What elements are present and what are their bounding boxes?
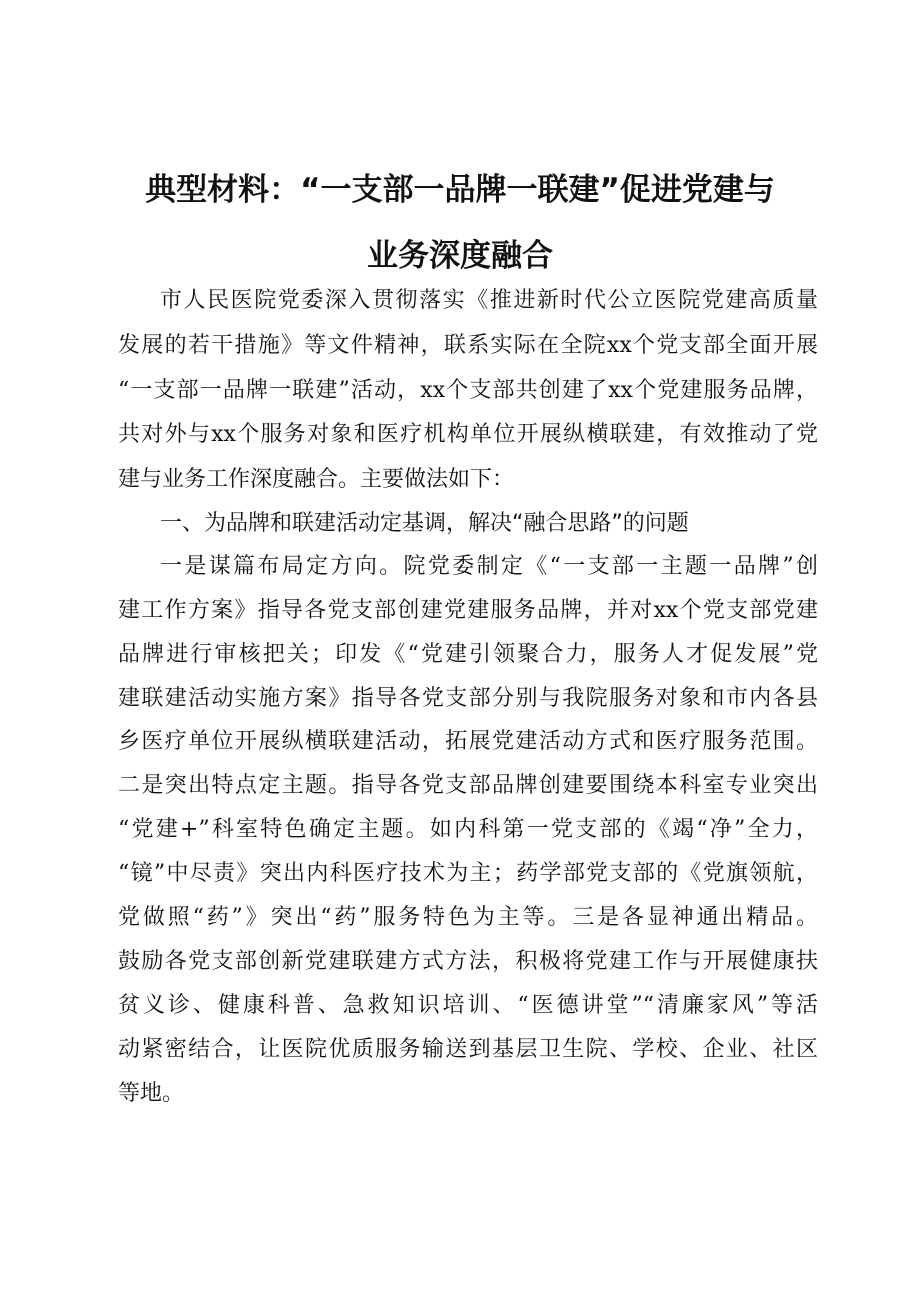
intro-line-4: 共对外与xx个服务对象和医疗机构单位开展纵横联建，有效推动了党 bbox=[118, 422, 818, 447]
intro-line-1: 市人民医院党委深入贯彻落实《推进新时代公立医院党建高质量 bbox=[160, 288, 818, 313]
section-1-line-12: 动紧密结合，让医院优质服务输送到基层卫生院、学校、企业、社区 bbox=[118, 1037, 818, 1062]
section-1-line-7: “党建+”科室特色确定主题。如内科第一党支部的《竭“净”全力， bbox=[118, 817, 818, 842]
section-1-line-1: 一是谋篇布局定方向。院党委制定《“一支部一主题一品牌”创 bbox=[160, 554, 818, 579]
section-1-line-10: 鼓励各党支部创新党建联建方式方法，积极将党建工作与开展健康扶 bbox=[118, 949, 818, 974]
intro-line-2: 发展的若干措施》等文件精神，联系实际在全院xx个党支部全面开展 bbox=[118, 333, 818, 358]
section-1-line-9: 党做照“药”》突出“药”服务特色为主等。三是各显神通出精品。 bbox=[118, 905, 818, 930]
section-1-line-2: 建工作方案》指导各党支部创建党建服务品牌，并对xx个党支部党建 bbox=[118, 598, 818, 623]
document-title-line-1: 典型材料：“一支部一品牌一联建”促进党建与 bbox=[145, 172, 775, 208]
intro-line-3: “一支部一品牌一联建”活动，xx个支部共创建了xx个党建服务品牌， bbox=[118, 378, 818, 403]
section-1-line-4: 建联建活动实施方案》指导各党支部分别与我院服务对象和市内各县 bbox=[118, 686, 818, 711]
intro-line-5: 建与业务工作深度融合。主要做法如下： bbox=[118, 467, 515, 492]
section-1-line-6: 二是突出特点定主题。指导各党支部品牌创建要围绕本科室专业突出 bbox=[118, 773, 818, 798]
section-1-line-5: 乡医疗单位开展纵横联建活动，拓展党建活动方式和医疗服务范围。 bbox=[118, 729, 818, 754]
section-1-line-11: 贫义诊、健康科普、急救知识培训、“医德讲堂”“清廉家风”等活 bbox=[118, 993, 818, 1018]
section-1-line-8: “镜”中尽责》突出内科医疗技术为主；药学部党支部的《党旗领航， bbox=[118, 861, 818, 886]
section-1-line-13: 等地。 bbox=[118, 1081, 185, 1106]
section-1-heading: 一、为品牌和联建活动定基调，解决“融合思路”的问题 bbox=[160, 511, 689, 536]
section-1-line-3: 品牌进行审核把关；印发《“党建引领聚合力，服务人才促发展”党 bbox=[118, 642, 818, 667]
document-title-line-2: 业务深度融合 bbox=[367, 238, 553, 274]
